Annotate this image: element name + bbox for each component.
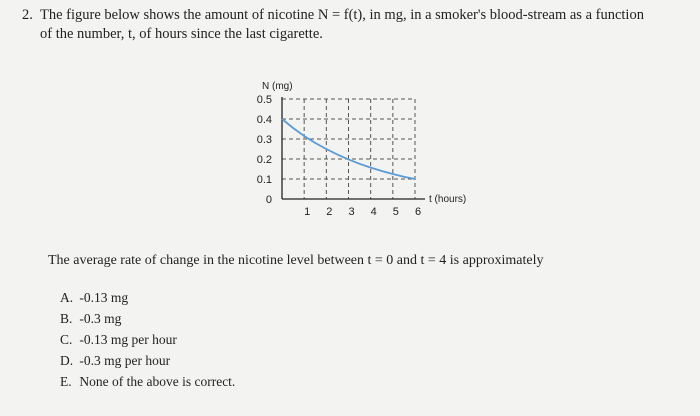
choice-b[interactable]	[60, 308, 235, 329]
nicotine-chart	[240, 66, 480, 226]
choice-text: -0.13 mg	[79, 290, 129, 305]
x-tick-label: 6	[414, 206, 422, 218]
answer-choices	[60, 287, 235, 392]
choice-a[interactable]	[60, 287, 235, 308]
choice-text: None of the above is correct.	[79, 374, 236, 389]
y-tick-label: 0.4	[256, 114, 272, 126]
y-tick-label: 0.5	[256, 94, 272, 106]
x-tick-label: 3	[348, 206, 355, 218]
choice-letter: D.	[60, 353, 74, 368]
question-line-1-text: The figure below shows the amount of nicotine N = f(t), in mg, in a smoker's blood-stream as a function	[40, 7, 644, 23]
y-tick-label: 0.1	[256, 174, 272, 186]
choice-text: -0.13 mg per hour	[79, 332, 177, 347]
choice-letter: E.	[60, 374, 72, 389]
choice-letter: A.	[60, 290, 74, 305]
x-tick-label: 4	[370, 206, 377, 218]
choice-e[interactable]	[60, 371, 235, 392]
y-axis-label: N (mg)	[262, 81, 293, 92]
x-tick-label: 5	[392, 206, 399, 218]
chart-svg	[240, 66, 480, 226]
question-line-1	[22, 6, 682, 25]
x-axis-label: t (hours)	[429, 194, 467, 205]
question-line-2: of the number, t, of hours since the last cigarette.	[40, 26, 323, 42]
x-tick-label: 2	[326, 206, 333, 218]
question-text	[22, 6, 682, 44]
question-number: 2.	[22, 7, 33, 23]
y-tick-label: 0.3	[256, 134, 272, 146]
choice-d[interactable]	[60, 350, 235, 371]
prompt-text: The average rate of change in the nicotine level between t = 0 and t = 4 is approximately	[48, 253, 544, 268]
choice-c[interactable]	[60, 329, 235, 350]
y-tick-label: 0	[265, 194, 272, 206]
choice-text: -0.3 mg	[79, 311, 122, 326]
choice-letter: B.	[60, 311, 73, 326]
choice-letter: C.	[60, 332, 73, 347]
choice-text: -0.3 mg per hour	[79, 353, 171, 368]
y-tick-label: 0.2	[256, 154, 272, 166]
x-tick-label: 1	[304, 206, 311, 218]
